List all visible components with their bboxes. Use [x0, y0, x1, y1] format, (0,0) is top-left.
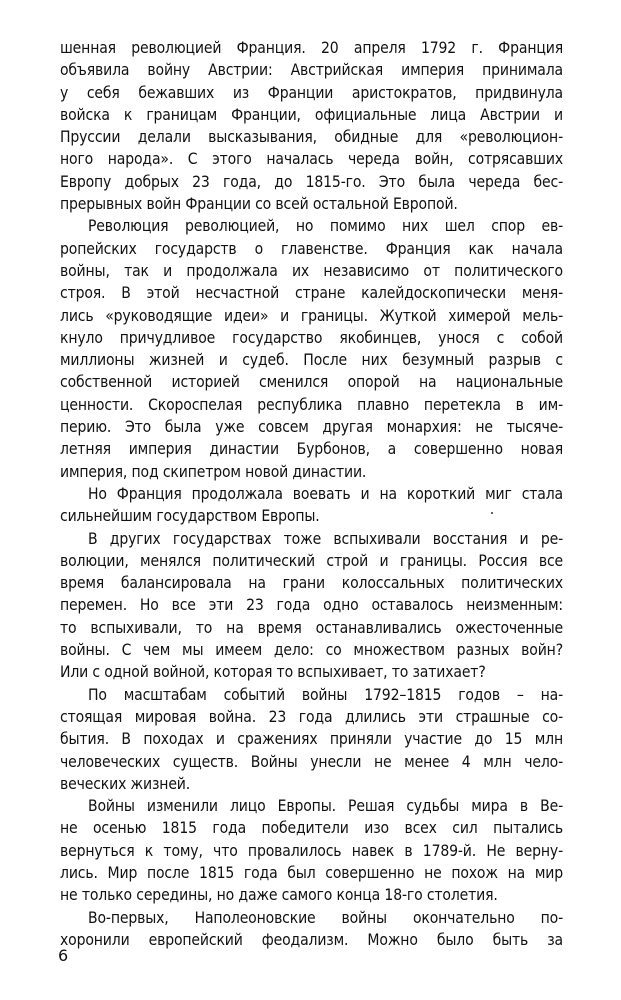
paragraph — [60, 215, 563, 483]
text-line: не только середины, но даже самого конца 18-го столетия. — [60, 886, 498, 905]
text-line: империя, под скипетром новой династии. — [60, 462, 367, 481]
paragraph — [60, 795, 563, 906]
text-line: перемен. Но все эти 23 года одно оставалось неизменным: — [60, 596, 563, 615]
text-line: В других государствах тоже вспыхивали восстания и ре- — [88, 529, 563, 548]
text-line: то вспыхивали, то на время останавливались ожесточенные — [60, 618, 563, 637]
paragraph — [60, 37, 563, 215]
text-line: кнуло причудливое государство якобинцев, унося с собой — [60, 328, 563, 347]
text-line: лись «руководящие идеи» и границы. Жуткой химерой мель- — [60, 306, 563, 325]
text-line: веческих жизней. — [60, 774, 191, 793]
text-line: хоронили европейский феодализм. Можно было быть за — [60, 930, 563, 949]
text-line: вернуться к тому, что провалилось навек в 1789-й. Не верну- — [60, 841, 563, 860]
text-line: летняя империя династии Бурбонов, а совершенно новая — [60, 440, 563, 459]
text-line: объявила войну Австрии: Австрийская империя принимала — [60, 61, 563, 80]
text-line: По масштабам событий войны 1792–1815 годов – на- — [88, 685, 563, 704]
text-line: Войны изменили лицо Европы. Решая судьбы мира в Ве- — [88, 797, 563, 816]
text-line: лись. Мир после 1815 года был совершенно не похож на мир — [60, 863, 563, 882]
text-line: войны, так и продолжала их независимо от политического — [60, 261, 563, 280]
text-line: человеческих существ. Войны унесли не менее 4 млн чело- — [60, 752, 563, 771]
text-line: собственной историей сменился опорой на национальные — [60, 373, 563, 392]
text-line: Европу добрых 23 года, до 1815-го. Это была череда бес- — [60, 172, 563, 191]
text-line: ценности. Скороспелая республика плавно перетекла в им- — [60, 395, 563, 414]
paragraph — [60, 528, 563, 684]
text-line: прерывных войн Франции со всей остальной Европой. — [60, 195, 458, 214]
text-line: стоящая мировая война. 23 года длились эти страшные со- — [60, 707, 563, 726]
text-line: не осенью 1815 года победители изо всех сил пытались — [60, 819, 563, 838]
text-line: шенная революцией Франция. 20 апреля 1792 г. Франция — [60, 39, 563, 57]
text-line: Пруссии делали высказывания, обидные для «революцион- — [60, 128, 563, 147]
text-line: войны. С чем мы имеем дело: со множеством разных войн? — [60, 641, 563, 660]
text-line: сильнейшим государством Европы. — [60, 507, 320, 526]
text-line: Или с одной войной, которая то вспыхивает, то затихает? — [60, 663, 486, 682]
text-line: время балансировала на грани колоссальных политических — [60, 574, 563, 593]
body-text — [60, 37, 563, 951]
text-line: перию. Это была уже совсем другая монархия: не тысяче- — [60, 418, 563, 437]
text-line: Но Франция продолжала воевать и на короткий миг стала — [88, 484, 563, 503]
paragraph — [60, 907, 563, 952]
text-line: Революция революцией, но помимо них шел спор ев- — [88, 217, 563, 236]
text-line: ного народа». С этого началась череда войн, сотрясавших — [60, 150, 563, 169]
print-speck — [491, 512, 493, 514]
text-line: войска к границам Франции, официальные лица Австрии и — [60, 105, 563, 124]
text-line: волюции, менялся политический строй и границы. Россия все — [60, 551, 563, 570]
paragraph — [60, 483, 563, 528]
text-line: бытия. В походах и сражениях приняли участие до 15 млн — [60, 730, 563, 749]
text-line: ропейских государств о главенстве. Франция как начала — [60, 239, 563, 258]
text-line: строя. В этой несчастной стране калейдоскопически меня- — [60, 284, 563, 303]
text-line: миллионы жизней и судеб. После них безумный разрыв с — [60, 351, 563, 370]
text-line: Во-первых, Наполеоновские войны окончательно по- — [88, 908, 563, 927]
page-number: 6 — [58, 946, 69, 965]
text-line: у себя бежавших из Франции аристократов, придвинула — [60, 83, 563, 102]
paragraph — [60, 684, 563, 795]
